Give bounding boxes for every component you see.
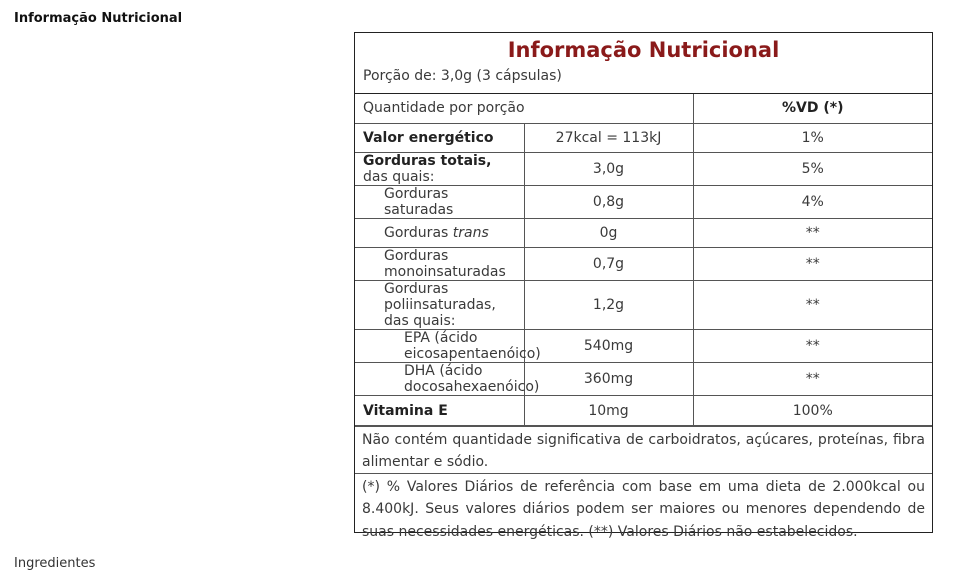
- nutrition-title-block: [355, 33, 932, 94]
- nutrient-amount: 27kcal = 113kJ: [524, 123, 693, 152]
- nutrient-label-cell: [355, 153, 524, 186]
- table-row: [355, 281, 932, 330]
- nutrient-amount: 3,0g: [524, 153, 693, 186]
- table-row: [355, 186, 932, 219]
- header-quantity-label: Quantidade por porção: [355, 94, 693, 123]
- nutrient-label: Gorduras monoinsaturadas: [355, 248, 524, 281]
- nutrition-facts-panel: [354, 32, 933, 541]
- nutrient-amount: 1,2g: [524, 281, 693, 330]
- nutrient-label: Vitamina E: [355, 396, 524, 425]
- nutrient-label: Gorduras: [384, 225, 449, 242]
- header-vd-label: %VD (*): [693, 94, 932, 123]
- nutrient-vd: **: [693, 330, 932, 363]
- table-row: [355, 363, 932, 396]
- page-heading: Informação Nutricional: [14, 11, 183, 26]
- daily-values-footnote: (*) % Valores Diários de referência com base em uma dieta de 2.000kcal ou 8.400kJ. Seus valores diários podem ser maiores ou menores dependendo de suas necessidades energéticas. (**) Valores Diários não estabelecidos.: [355, 473, 932, 546]
- nutrient-label: DHA (ácido docosahexaenóico): [355, 363, 524, 396]
- nutrient-amount: 0,7g: [524, 248, 693, 281]
- nutrient-vd: **: [693, 248, 932, 281]
- nutrient-vd: 5%: [693, 153, 932, 186]
- nutrient-amount: 360mg: [524, 363, 693, 396]
- nutrient-vd: 4%: [693, 186, 932, 219]
- nutrient-label-suffix: das quais:: [363, 169, 435, 186]
- table-row: [355, 248, 932, 281]
- table-row: [355, 330, 932, 363]
- nutrient-label: Gorduras totais,: [363, 153, 492, 170]
- nutrient-vd: **: [693, 363, 932, 396]
- nutrition-table: [355, 94, 932, 426]
- ingredients-heading: Ingredientes: [14, 556, 96, 571]
- nutrient-amount: 10mg: [524, 396, 693, 425]
- table-row: [355, 219, 932, 248]
- table-row: [355, 123, 932, 152]
- nutrient-amount: 540mg: [524, 330, 693, 363]
- nutrient-vd: 1%: [693, 123, 932, 152]
- portion-size: Porção de: 3,0g (3 cápsulas): [363, 68, 562, 84]
- nutrient-vd: **: [693, 219, 932, 248]
- nutrient-vd: **: [693, 281, 932, 330]
- nutrient-label: Gorduras saturadas: [355, 186, 524, 219]
- table-row: [355, 396, 932, 425]
- nutrient-vd: 100%: [693, 396, 932, 425]
- nutrient-label: EPA (ácido eicosapentaenóico): [355, 330, 524, 363]
- nutrient-amount: 0g: [524, 219, 693, 248]
- nutrient-label: Gorduras poliinsaturadas, das quais:: [355, 281, 524, 330]
- nutrient-label-cell: [355, 219, 524, 248]
- nutrition-note: Não contém quantidade significativa de carboidratos, açúcares, proteínas, fibra alimentar e sódio.: [355, 426, 932, 473]
- table-header-row: [355, 94, 932, 123]
- table-row: [355, 153, 932, 186]
- nutrition-title: Informação Nutricional: [507, 38, 780, 62]
- nutrient-amount: 0,8g: [524, 186, 693, 219]
- nutrient-label-italic: trans: [452, 225, 489, 242]
- nutrient-label: Valor energético: [355, 123, 524, 152]
